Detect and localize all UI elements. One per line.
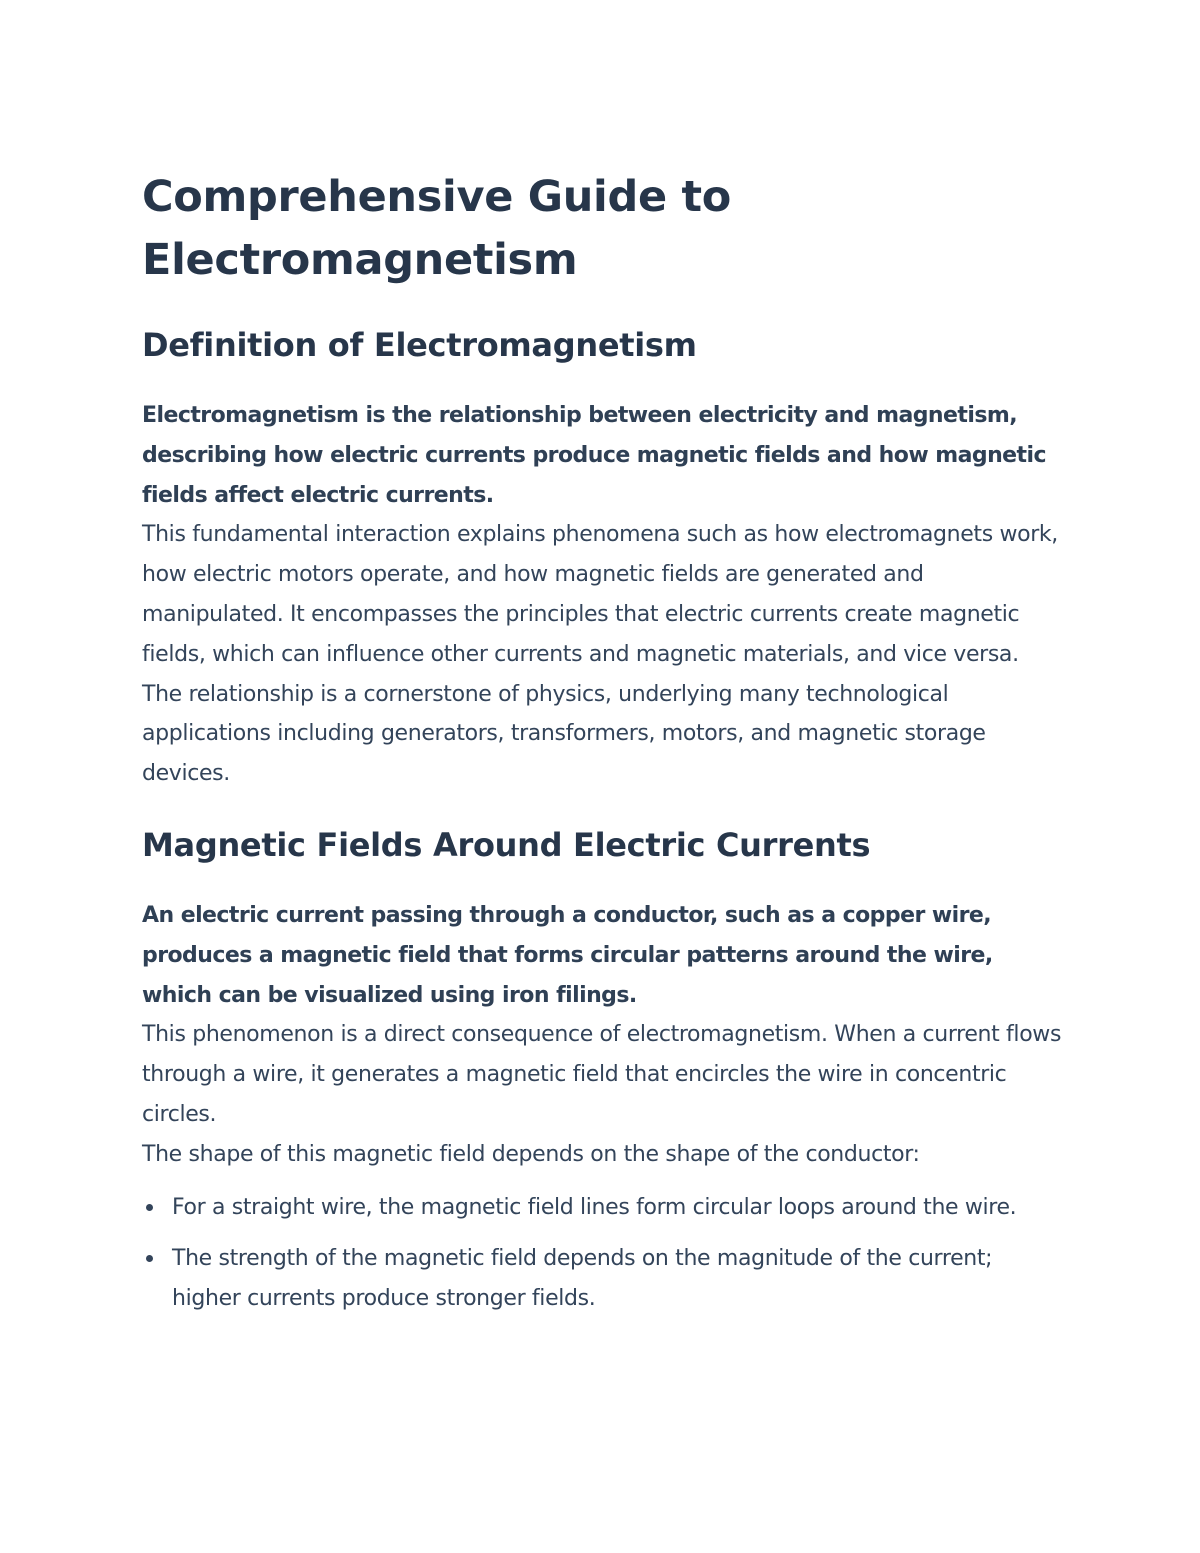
bullet-icon [146, 1255, 153, 1262]
list-item [142, 1239, 1062, 1319]
body-paragraph: This phenomenon is a direct consequence of electromagnetism. When a current flows through a wire, it generates a magnetic field that encircles the wire in concentric circles. [142, 1022, 1062, 1127]
document-page [142, 166, 1062, 1331]
section-heading-magnetic-fields: Magnetic Fields Around Electric Currents [142, 825, 871, 864]
bullet-icon [146, 1204, 153, 1211]
section-magnetic-fields [142, 823, 1062, 1319]
body-paragraph: The shape of this magnetic field depends on the shape of the conductor: [142, 1141, 920, 1167]
list-item-text: The strength of the magnetic field depends on the magnitude of the current; higher currents produce stronger fields. [172, 1246, 993, 1312]
section-definition [142, 323, 1062, 794]
body-paragraph: The relationship is a cornerstone of physics, underlying many technological applications including generators, transformers, motors, and magnetic storage devices. [142, 681, 986, 787]
bullet-list [142, 1188, 1062, 1319]
body-paragraph: This fundamental interaction explains phenomena such as how electromagnets work, how electric motors operate, and how magnetic fields are generated and manipulated. It encompasses the principles that electric currents create magnetic fields, which can influence other currents and magnetic materials, and vice versa. [142, 522, 1058, 667]
lead-paragraph: Electromagnetism is the relationship between electricity and magnetism, describing how electric currents produce magnetic fields and how magnetic fields affect electric currents. [142, 403, 1047, 508]
lead-paragraph: An electric current passing through a conductor, such as a copper wire, produces a magnetic field that forms circular patterns around the wire, which can be visualized using iron filings. [142, 902, 993, 1008]
list-item-text: For a straight wire, the magnetic field lines form circular loops around the wire. [172, 1194, 1017, 1220]
section-heading-definition: Definition of Electromagnetism [142, 326, 697, 364]
list-item [142, 1188, 1062, 1228]
page-title: Comprehensive Guide to Electromagnetism [142, 172, 731, 285]
